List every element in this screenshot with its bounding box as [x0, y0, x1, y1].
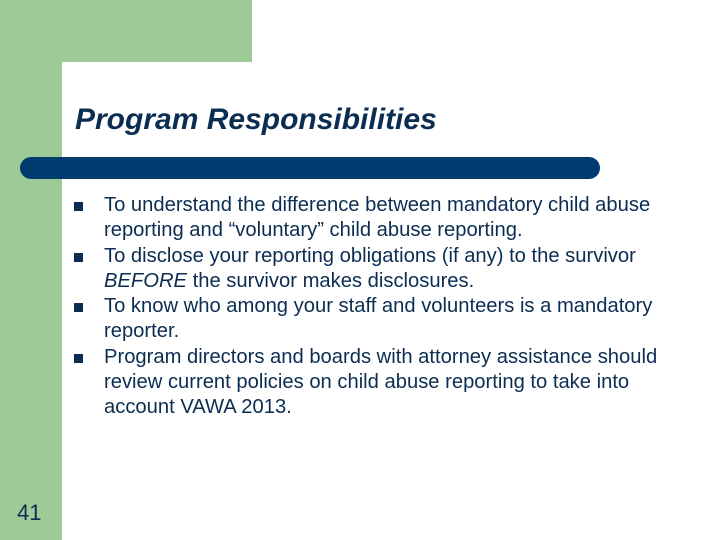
bullet-item	[72, 294, 672, 345]
bullet-text-part: the survivor makes disclosures.	[187, 269, 475, 292]
bullet-text: To understand the difference between mandatory child abuse reporting and “voluntary” child abuse reporting.	[104, 194, 651, 242]
slide-page-number: 41	[17, 500, 42, 525]
square-bullet-icon	[74, 253, 83, 262]
bullet-item	[72, 244, 672, 295]
bullet-text-part: To disclose your reporting obligations (if any) to the survivor	[104, 244, 636, 267]
bullet-text: Program directors and boards with attorney assistance should review current policies on child abuse reporting to take into account VAWA 2013.	[104, 345, 658, 419]
square-bullet-icon	[74, 202, 83, 211]
bullet-item	[72, 345, 672, 421]
decorative-green-block-left	[0, 0, 62, 540]
square-bullet-icon	[74, 303, 83, 312]
bullet-item	[72, 193, 672, 244]
square-bullet-icon	[74, 354, 83, 363]
slide-title: Program Responsibilities	[75, 103, 437, 136]
bullet-text: To know who among your staff and volunteers is a mandatory reporter.	[104, 295, 653, 343]
bullet-list	[72, 193, 672, 421]
bullet-emphasis: BEFORE	[104, 269, 188, 292]
title-underline-bar	[20, 157, 600, 179]
